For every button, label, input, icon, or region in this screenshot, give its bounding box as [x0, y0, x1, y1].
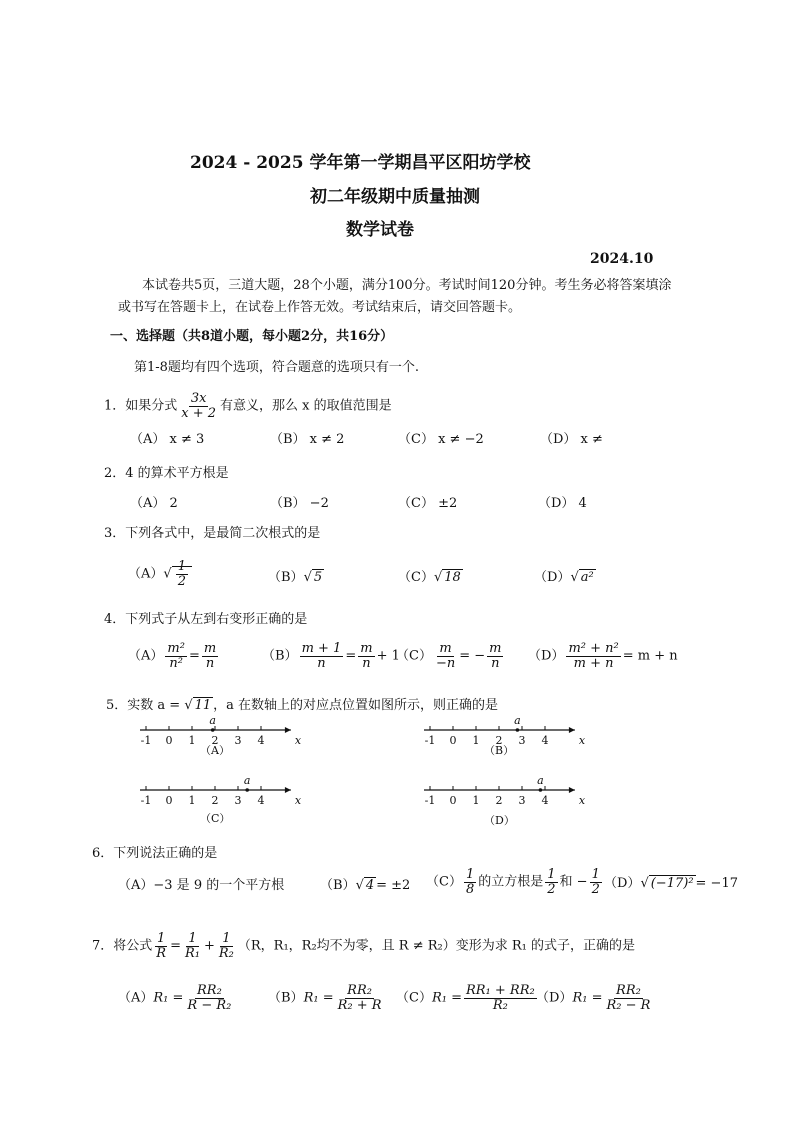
expression-tail: = ±2 [376, 878, 411, 893]
tick-label: 1 [188, 734, 196, 747]
exam-title-line3: 数学试卷 [346, 220, 414, 240]
instructions-line1: 本试卷共5页，三道大题，28个小题，满分100分。考试时间120分钟。考生务必将答案填涂 [142, 278, 672, 293]
tick-label: 2 [495, 794, 503, 807]
fraction-denominator: R₂ [492, 997, 508, 1013]
equals-minus: = − [459, 648, 486, 664]
question-1-option-a: （A） x ≠ 3 [130, 432, 205, 447]
fraction-denominator: x + 2 [181, 405, 217, 421]
fraction-numerator: m² + n² [568, 641, 619, 656]
fraction-numerator: RR₂ [616, 983, 641, 998]
question-2-option-a: （A） 2 [130, 496, 178, 511]
equals-sign: = [170, 938, 181, 954]
number-line-c [140, 774, 302, 825]
question-6-option-b: （B）√ 4 = ±2 [320, 878, 411, 893]
axis-arrow-icon [569, 727, 575, 733]
fraction-numerator: m [439, 641, 452, 656]
question-1-prefix: 1．如果分式 [104, 398, 178, 414]
tick-label: -1 [140, 734, 152, 747]
question-6-option-d: （D）√ (−17)² = −17 [604, 876, 738, 891]
fraction-numerator: m + 1 [301, 641, 342, 656]
option-label: （C） [200, 812, 231, 825]
question-7-suffix: （R，R₁，R₂均不为零，且 R ≠ R₂）变形为求 R₁ 的式子，正确的是 [237, 938, 636, 954]
tick-label: 2 [211, 734, 219, 747]
point-a-marker [245, 788, 249, 792]
lhs: R₁ = [303, 990, 334, 1006]
fraction-numerator: m [360, 641, 373, 656]
fraction-numerator: RR₂ [347, 983, 372, 998]
fraction-numerator: 3x [190, 391, 207, 406]
fraction-denominator: 8 [465, 881, 475, 897]
option-c-mid: 的立方根是 [478, 874, 544, 890]
fraction-numerator: RR₂ [197, 983, 222, 998]
exam-title-line2: 初二年级期中质量抽测 [310, 187, 480, 207]
tick-label: 2 [495, 734, 503, 747]
axis-arrow-icon [285, 787, 291, 793]
lhs: R₁ = [572, 990, 603, 1006]
question-4-stem: 4．下列式子从左到右变形正确的是 [104, 612, 308, 627]
fraction-denominator: R₂ + R [337, 997, 382, 1013]
fraction-numerator: RR₁ + RR₂ [465, 983, 535, 998]
tick-label: 4 [257, 794, 265, 807]
fraction-denominator: R [156, 945, 167, 961]
option-label: （D） [536, 990, 573, 1006]
tick-label: 0 [449, 794, 457, 807]
tick-label: 0 [165, 734, 173, 747]
fraction-numerator: 1 [188, 931, 197, 946]
tick-label: 0 [165, 794, 173, 807]
number-line-a [140, 714, 302, 757]
question-6-option-a: （A）−3 是 9 的一个平方根 [118, 878, 285, 893]
radicand: 18 [444, 570, 461, 585]
point-a-label: a [243, 774, 251, 787]
option-label: （A） [128, 648, 164, 664]
tick-label: 1 [472, 794, 480, 807]
option-label: （D） [534, 570, 571, 585]
tick-label: 4 [541, 794, 549, 807]
fraction-denominator: n [491, 655, 500, 671]
fraction-denominator: R₂ [218, 945, 234, 961]
tick-label: 3 [234, 794, 242, 807]
option-label: （C） [396, 648, 432, 664]
expression-tail: = −17 [695, 876, 738, 891]
radicand: a² [580, 570, 594, 585]
fraction-denominator: 2 [547, 881, 556, 897]
fraction-denominator: n² [169, 655, 183, 671]
question-7-stem [92, 932, 635, 960]
fraction-denominator: n [317, 655, 326, 671]
fraction-numerator: 1 [157, 931, 166, 946]
option-label: （A） [200, 744, 230, 757]
option-label: （C） [396, 990, 432, 1006]
option-label: （B） [262, 648, 298, 664]
option-label: （D） [484, 814, 515, 827]
axis-arrow-icon [285, 727, 291, 733]
tick-label: 4 [541, 734, 549, 747]
fraction-denominator: R − R₂ [187, 997, 232, 1013]
question-2-option-d: （D） 4 [538, 496, 587, 511]
point-a-label: a [209, 714, 216, 727]
fraction-denominator: 2 [177, 573, 186, 589]
option-label: （B） [484, 744, 515, 757]
question-5-suffix: ，a 在数轴上的对应点位置如图所示，则正确的是 [213, 698, 499, 713]
radicand: 11 [194, 698, 212, 713]
fraction-numerator: m [203, 641, 217, 656]
section-heading: 一、选择题（共8道小题，每小题2分，共16分） [110, 329, 394, 344]
radicand: 4 [365, 878, 375, 893]
fraction-denominator: n [205, 655, 215, 671]
tick-label: 3 [234, 734, 242, 747]
tick-label: 4 [257, 734, 265, 747]
fraction-numerator: 1 [177, 559, 186, 574]
question-7-option-a [118, 984, 235, 1012]
sqrt-expression: √ $\frac{1}{2}$ [163, 560, 192, 588]
tick-label: -1 [424, 794, 436, 807]
axis-arrow-icon [569, 787, 575, 793]
question-7-option-c [396, 984, 539, 1012]
question-2-stem: 2．4 的算术平方根是 [104, 466, 229, 481]
tick-label: 1 [472, 734, 480, 747]
option-c-and: 和 − [559, 874, 588, 890]
axis-variable-label: x [294, 794, 302, 807]
fraction-denominator: m + n [573, 655, 614, 671]
question-1-option-c: （C） x ≠ −2 [398, 432, 484, 447]
tick-label: -1 [424, 734, 436, 747]
question-1-option-d: （D） x ≠ [540, 432, 603, 447]
exam-title-line1: 2024 - 2025 学年第一学期昌平区阳坊学校 [190, 153, 531, 173]
question-2-option-c: （C） ±2 [398, 496, 458, 511]
fraction-denominator: −n [435, 655, 456, 671]
instructions-line2: 或书写在答题卡上，在试卷上作答无效。考试结束后，请交回答题卡。 [118, 300, 522, 315]
fraction-numerator: 1 [222, 931, 231, 946]
sqrt-expression: √ 18 [433, 570, 461, 585]
point-a-marker [211, 728, 215, 732]
sqrt-expression: √ 5 [303, 570, 323, 585]
fraction-denominator: 2 [591, 881, 600, 897]
fraction-numerator: 1 [591, 867, 600, 882]
tick-label: 0 [449, 734, 457, 747]
question-7-option-b [268, 984, 386, 1012]
lhs: R₁ = [431, 990, 462, 1006]
point-a-marker [516, 728, 520, 732]
expression-tail: + 1 [376, 648, 400, 664]
fraction-numerator: m [489, 641, 502, 656]
question-7-prefix: 7．将公式 [92, 938, 153, 954]
fraction-numerator: 1 [547, 867, 556, 882]
question-6-option-c [426, 868, 604, 896]
point-a-label: a [514, 714, 521, 727]
option-label: （C） [398, 570, 434, 585]
axis-variable-label: x [578, 734, 586, 747]
tick-label: 3 [518, 794, 526, 807]
option-label: （D） [604, 876, 641, 891]
exam-date: 2024.10 [590, 251, 654, 267]
fraction-numerator: m² [167, 641, 185, 656]
option-label: （C） [426, 874, 462, 890]
tick-label: 1 [188, 794, 196, 807]
radicand: 5 [313, 570, 323, 585]
number-line-b [424, 714, 586, 757]
fraction-denominator: n [362, 655, 371, 671]
question-7-option-d [536, 984, 654, 1012]
fraction-numerator: 1 [465, 867, 475, 882]
option-label: （A） [118, 990, 154, 1006]
tick-label: 2 [211, 794, 219, 807]
question-1-suffix: 有意义，那么 x 的取值范围是 [220, 398, 392, 414]
option-label: （D） [528, 648, 565, 664]
point-a-marker [539, 788, 543, 792]
equals-sign: = [345, 648, 357, 664]
point-a-label: a [537, 774, 544, 787]
question-6-stem: 6．下列说法正确的是 [92, 846, 218, 861]
plus-sign: + [203, 938, 215, 954]
equals-sign: = [188, 648, 200, 664]
option-label: （B） [320, 878, 356, 893]
axis-variable-label: x [294, 734, 302, 747]
radicand: (−17)² [650, 876, 694, 891]
axis-variable-label: x [578, 794, 586, 807]
fraction-denominator: R₂ − R [606, 997, 651, 1013]
option-label: （A） [128, 566, 164, 582]
option-label: （B） [268, 990, 304, 1006]
tick-label: 3 [518, 734, 526, 747]
option-label: （B） [268, 570, 304, 585]
number-line-d [424, 774, 586, 827]
question-5-prefix: 5．实数 a = [106, 698, 185, 713]
question-2-option-b: （B） −2 [270, 496, 329, 511]
tick-label: -1 [140, 794, 152, 807]
section-note: 第1-8题均有四个选项，符合题意的选项只有一个. [134, 360, 420, 375]
lhs: R₁ = [153, 990, 184, 1006]
sqrt-expression: √ a² [570, 570, 594, 585]
expression-tail: = m + n [622, 648, 678, 664]
question-1-option-b: （B） x ≠ 2 [270, 432, 345, 447]
question-3-stem: 3．下列各式中，是最简二次根式的是 [104, 526, 321, 541]
sqrt-expression: √ 11 [184, 698, 212, 713]
fraction-denominator: R₁ [184, 945, 200, 961]
